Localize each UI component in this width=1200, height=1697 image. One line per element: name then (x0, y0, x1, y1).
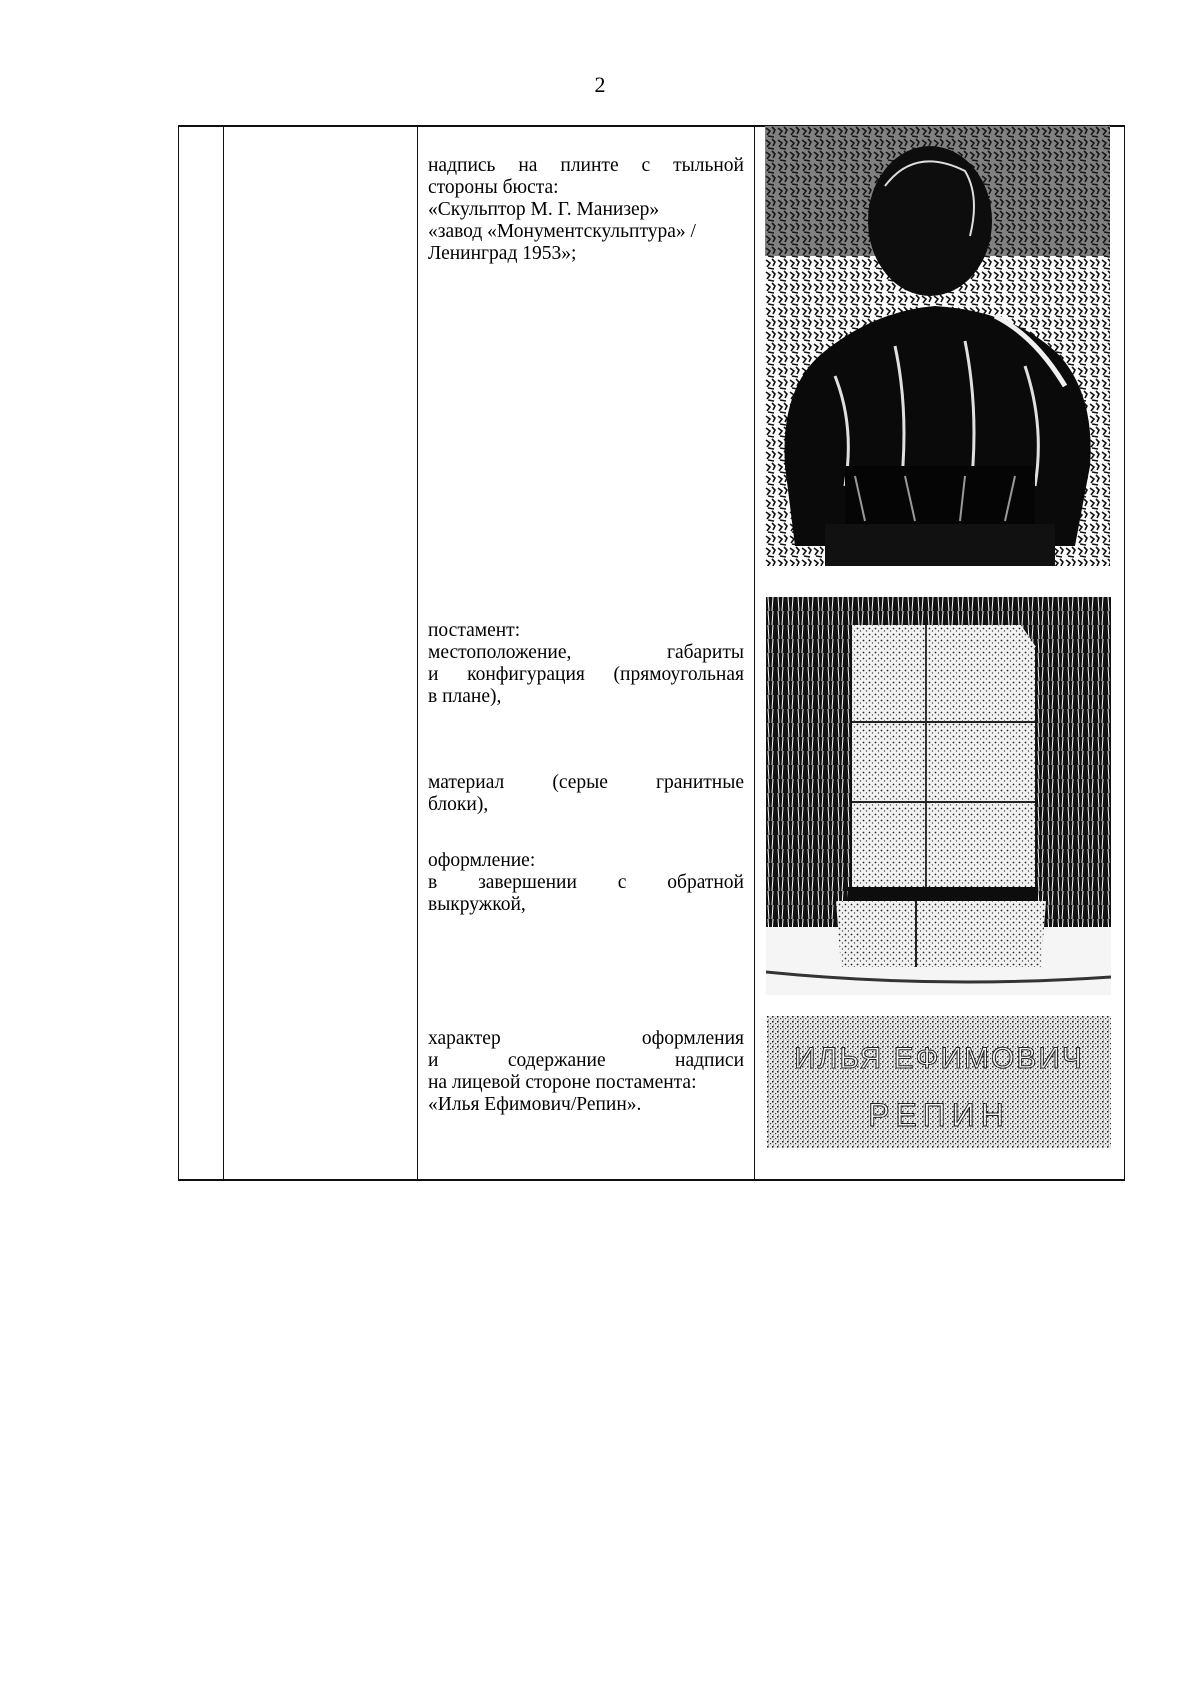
table-col-border-3 (417, 125, 418, 1180)
row-2-line-2: местоположение, габариты (428, 642, 744, 663)
row-2-description-material (428, 772, 744, 816)
row-1-line-4: «завод «Монументскульптура» / (428, 221, 696, 242)
row-2-line-9: выкружкой, (428, 894, 526, 915)
table-bottom-border (178, 1179, 1125, 1181)
row-3-line-2: и содержание надписи (428, 1050, 744, 1071)
row-1-line-3: «Скульптор М. Г. Манизер» (428, 199, 660, 220)
row-2-description-decoration (428, 850, 744, 916)
row-2-line-8: в завершении с обратной (428, 872, 744, 893)
row-2-line-1: постамент: (428, 620, 521, 641)
row-2-line-6: блоки), (428, 794, 489, 815)
table-col-border-1 (178, 125, 179, 1180)
row-1-line-2: стороны бюста: (428, 177, 559, 198)
bust-back-photo (765, 126, 1110, 566)
row-1-line-1: надпись на плинте с тыльной (428, 155, 744, 176)
table-col-border-4 (754, 125, 755, 1180)
row-3-description (428, 1028, 744, 1116)
page-number: 2 (594, 72, 606, 97)
row-2-line-3: и конфигурация (прямоугольная (428, 664, 744, 685)
granite-pedestal-photo (766, 597, 1111, 995)
row-3-line-4: «Илья Ефимович/Репин». (428, 1094, 642, 1115)
row-2-line-7: оформление: (428, 850, 536, 871)
inscription-line-2: РЕПИН (868, 1097, 1010, 1133)
table-col-border-2 (223, 125, 224, 1180)
inscription-line-1: ИЛЬЯ ЕФИМОВИЧ (794, 1042, 1084, 1075)
row-3-line-3: на лицевой стороне постамента: (428, 1072, 697, 1093)
row-3-line-1: характер оформления (428, 1028, 744, 1049)
pedestal-inscription-photo (767, 1016, 1111, 1148)
row-2-description-pedestal (428, 620, 744, 708)
table-col-border-5 (1124, 125, 1125, 1180)
row-1-description (428, 155, 744, 265)
row-2-line-5: материал (серые гранитные (428, 772, 744, 793)
row-2-line-4: в плане), (428, 686, 502, 707)
row-1-line-5: Ленинград 1953»; (428, 243, 577, 264)
